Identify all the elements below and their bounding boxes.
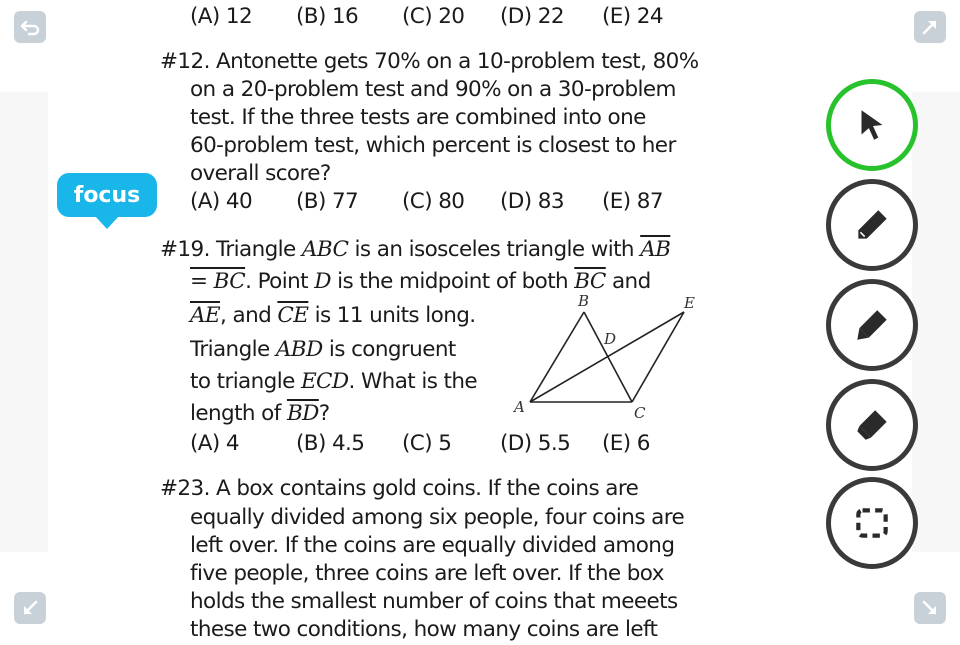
q12-line-2: on a 20-problem test and 90% on a 30-problem	[190, 77, 676, 102]
text: to triangle	[190, 369, 301, 394]
pen-tool-button[interactable]	[826, 179, 918, 271]
segment-ce	[632, 312, 684, 402]
label-a: A	[514, 398, 525, 416]
label-c: C	[634, 404, 646, 422]
math-bd: $\overline{BD}$	[286, 401, 319, 426]
triangle-figure	[508, 292, 708, 432]
text: is congruent	[322, 337, 456, 362]
q23-line-4: five people, three coins are left over. If the box	[190, 561, 664, 586]
expand-top-right-button[interactable]	[914, 11, 946, 43]
q19-line-4	[190, 336, 456, 365]
undo-button[interactable]	[14, 11, 46, 43]
q23-line-3: left over. If the coins are equally divided among	[190, 533, 675, 558]
q19-line-3	[190, 302, 476, 331]
q23-line-6: these two conditions, how many coins are left	[190, 617, 658, 642]
label-e: E	[684, 294, 695, 312]
text: and	[605, 269, 651, 294]
pointer-tool-button[interactable]	[826, 79, 918, 171]
text: is an isosceles triangle with	[348, 237, 641, 262]
choice-e[interactable]: (E) 87	[602, 189, 663, 214]
q19-line-1	[160, 236, 670, 265]
choice-c[interactable]: (C) 80	[402, 189, 465, 214]
text: ?	[318, 401, 330, 426]
math-ae: $\overline{AE}$	[190, 303, 221, 328]
expand-up-right-icon	[920, 17, 940, 37]
expand-bottom-left-button[interactable]	[14, 592, 46, 624]
highlighter-icon	[851, 304, 893, 346]
choice-a[interactable]: (A) 4	[190, 431, 239, 456]
segment-ae	[530, 312, 684, 402]
choice-c[interactable]: (C) 20	[402, 4, 465, 29]
math-bc: = BC	[190, 269, 246, 294]
choice-e[interactable]: (E) 24	[602, 4, 663, 29]
left-side-panel	[0, 92, 48, 552]
eraser-icon	[851, 404, 893, 446]
choice-c[interactable]: (C) 5	[402, 431, 452, 456]
dashed-selection-icon	[851, 502, 893, 544]
choice-b[interactable]: (B) 16	[296, 4, 359, 29]
expand-down-left-icon	[20, 598, 40, 618]
text: . What is the	[348, 369, 478, 394]
text: is 11 units long.	[308, 303, 476, 328]
q19-line-5	[190, 368, 477, 397]
focus-button[interactable]: focus	[57, 173, 157, 217]
q23-line-1: #23. A box contains gold coins. If the coins are	[160, 476, 639, 501]
q12-line-1: #12. Antonette gets 70% on a 10-problem test, 80%	[160, 49, 699, 74]
math-ecd: ECD	[300, 369, 349, 394]
text: . Point	[245, 269, 315, 294]
choice-d[interactable]: (D) 22	[500, 4, 564, 29]
q23-line-2: equally divided among six people, four coins are	[190, 505, 685, 530]
q23-line-5: holds the smallest number of coins that meeets	[190, 589, 678, 614]
q12-line-4: 60-problem test, which percent is closest to her	[190, 133, 676, 158]
choice-a[interactable]: (A) 12	[190, 4, 253, 29]
q12-line-5: overall score?	[190, 161, 331, 186]
text: #19. Triangle	[160, 237, 302, 262]
label-d: D	[604, 330, 617, 348]
text: length of	[190, 401, 287, 426]
math-bc-segment: $\overline{BC}$	[574, 269, 606, 294]
math-ab: $\overline{AB}$	[640, 237, 671, 262]
text: Triangle	[190, 337, 276, 362]
math-d: D	[314, 269, 331, 294]
choice-b[interactable]: (B) 77	[296, 189, 359, 214]
right-side-panel	[912, 92, 960, 552]
cursor-arrow-icon	[851, 104, 893, 146]
q12-line-3: test. If the three tests are combined into one	[190, 105, 646, 130]
q19-line-6	[190, 400, 330, 429]
expand-down-right-icon	[920, 598, 940, 618]
highlighter-tool-button[interactable]	[826, 279, 918, 371]
text: is the midpoint of both	[330, 269, 575, 294]
expand-bottom-right-button[interactable]	[914, 592, 946, 624]
segment-ab	[530, 312, 584, 402]
worksheet-page	[160, 0, 700, 640]
label-b: B	[578, 292, 590, 310]
math-ce: $\overline{CE}$	[277, 303, 309, 328]
choice-d[interactable]: (D) 5.5	[500, 431, 571, 456]
triangle-diagram	[508, 292, 708, 432]
math-abc: ABC	[301, 237, 349, 262]
eraser-tool-button[interactable]	[826, 379, 918, 471]
math-abd: ABD	[275, 337, 323, 362]
choice-d[interactable]: (D) 83	[500, 189, 564, 214]
selection-tool-button[interactable]	[826, 477, 918, 569]
undo-icon	[20, 17, 40, 37]
choice-e[interactable]: (E) 6	[602, 431, 650, 456]
choice-b[interactable]: (B) 4.5	[296, 431, 365, 456]
pen-icon	[851, 204, 893, 246]
choice-a[interactable]: (A) 40	[190, 189, 253, 214]
text: , and	[220, 303, 278, 328]
